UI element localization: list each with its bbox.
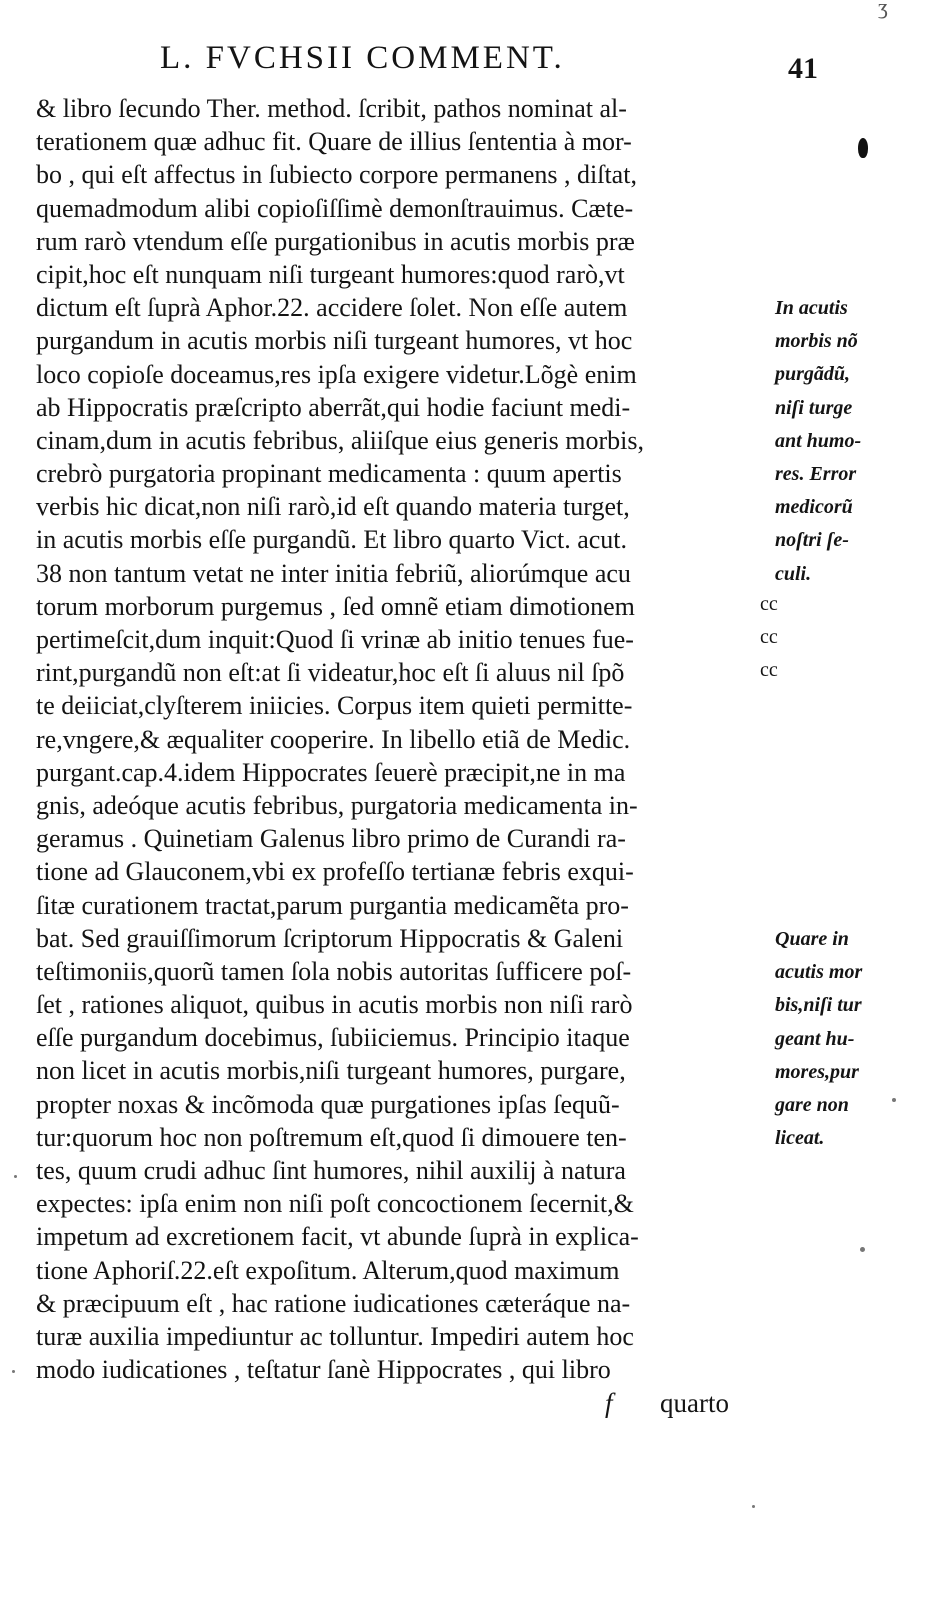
margin-note-line: medicorũ bbox=[775, 496, 853, 519]
text-line: verbis hic dicat,non niſi rarò,id eſt quando materia turget, bbox=[36, 492, 630, 522]
quotation-marks bbox=[760, 588, 800, 688]
corner-ink-mark: ʒ bbox=[878, 0, 888, 19]
text-line: pertimeſcit,dum inquit:Quod ſi vrinæ ab initio tenues fue- bbox=[36, 625, 634, 654]
text-line: rum rarò vtendum eſſe purgationibus in acutis morbis præ bbox=[36, 226, 635, 256]
text-line: tione ad Glauconem,vbi ex profeſſo tertianæ febris exqui- bbox=[36, 857, 634, 887]
text-line: in acutis morbis eſſe purgandũ. Et libro quarto Vict. acut. bbox=[36, 525, 628, 555]
text-line: ab Hippocratis præſcripto aberrãt,qui hodie faciunt medi- bbox=[36, 392, 631, 422]
margin-note-line: liceat. bbox=[775, 1127, 825, 1150]
signature-mark: f bbox=[605, 1388, 613, 1418]
text-line: dictum eſt ſuprà Aphor.22. accidere ſolet. Non eſſe autem bbox=[36, 293, 628, 323]
margin-note-line: In acutis bbox=[775, 297, 848, 319]
text-line: terationem quæ adhuc fit. Quare de illius ſententia à mor- bbox=[36, 127, 632, 157]
text-line: rint,purgandũ non eſt:at ſi videatur,hoc eſt ſi aluus nil ſpõ bbox=[36, 658, 625, 688]
text-line: & præcipuum eſt , hac ratione iudicationes cæteráque na- bbox=[36, 1288, 631, 1318]
margin-note-line: ant humo- bbox=[775, 429, 862, 452]
text-line: geramus . Quinetiam Galenus libro primo de Curandi ra- bbox=[36, 824, 626, 854]
margin-note-line: Quare in bbox=[775, 928, 849, 950]
text-line: teſtimoniis,quorũ tamen ſola nobis autoritas ſufficere poſ- bbox=[36, 956, 632, 986]
paper-speck bbox=[860, 1247, 865, 1252]
running-title: L. FVCHSII COMMENT. bbox=[160, 40, 565, 76]
body-text-block bbox=[36, 92, 766, 1386]
quote-mark: cc bbox=[760, 659, 778, 682]
text-line: torum morborum purgemus , ſed omnẽ etiam dimotionem bbox=[36, 591, 635, 621]
margin-note-line: bis,niſi tur bbox=[775, 994, 862, 1017]
paper-speck bbox=[14, 1175, 17, 1178]
paper-speck bbox=[892, 1098, 896, 1102]
quote-mark: cc bbox=[760, 593, 778, 615]
folio-number: 41 bbox=[788, 52, 818, 85]
margin-note-line: culi. bbox=[775, 562, 812, 585]
quote-mark: cc bbox=[760, 626, 778, 649]
text-line: purgandum in acutis morbis niſi turgeant humores, vt hoc bbox=[36, 326, 633, 356]
paper-speck bbox=[12, 1370, 15, 1373]
margin-note-line: mores,pur bbox=[775, 1060, 859, 1083]
text-line: quemadmodum alibi copioſiſſimè demonſtrauimus. Cæte- bbox=[36, 193, 634, 223]
text-line: eſſe purgandum docebimus, ſubiiciemus. Principio itaque bbox=[36, 1023, 630, 1053]
text-line: re,vngere,& æqualiter cooperire. In libello etiã de Medic. bbox=[36, 724, 631, 754]
text-line: loco copioſe doceamus,res ipſa exigere videtur.Lõgè enim bbox=[36, 359, 637, 389]
ink-blot bbox=[858, 138, 868, 158]
text-line: ſitæ curationem tractat,parum purgantia medicamẽta pro- bbox=[36, 890, 629, 920]
text-line: tes, quum crudi adhuc ſint humores, nihil auxilij à natura bbox=[36, 1156, 626, 1185]
catchword: quarto bbox=[660, 1388, 729, 1418]
text-line: gnis, adeóque acutis febribus, purgatoria medicamenta in- bbox=[36, 790, 638, 820]
text-line: purgant.cap.4.idem Hippocrates ſeuerè præcipit,ne in ma bbox=[36, 757, 626, 787]
margin-note-line: niſi turge bbox=[775, 396, 853, 419]
text-line: propter noxas & incõmoda quæ purgationes ipſas ſequũ- bbox=[36, 1089, 620, 1119]
text-line: ſet , rationes aliquot, quibus in acutis morbis non niſi rarò bbox=[36, 990, 633, 1020]
text-line: bat. Sed grauiſſimorum ſcriptorum Hippocratis & Galeni bbox=[36, 923, 624, 953]
text-line: impetum ad excretionem facit, vt abunde ſuprà in explica- bbox=[36, 1222, 639, 1252]
margin-note-line: acutis mor bbox=[775, 961, 863, 984]
text-line: bo , qui eſt affectus in ſubiecto corpore permanens , diſtat, bbox=[36, 160, 637, 190]
text-line: cinam,dum in acutis febribus, aliiſque eius generis morbis, bbox=[36, 425, 644, 455]
text-line: & libro ſecundo Ther. method. ſcribit, pathos nominat al- bbox=[36, 94, 627, 123]
text-line: crebrò purgatoria propinant medicamenta : quum apertis bbox=[36, 459, 622, 489]
text-line: expectes: ipſa enim non niſi poſt concoctionem ſecernit,& bbox=[36, 1189, 634, 1219]
margin-note-line: purgãdũ, bbox=[775, 363, 851, 386]
margin-note-line: geant hu- bbox=[775, 1027, 855, 1050]
margin-note-line: gare non bbox=[775, 1093, 849, 1116]
text-line: te deiiciat,clyſterem iniicies. Corpus item quieti permitte- bbox=[36, 691, 633, 721]
margin-note-line: noſtri ſe- bbox=[775, 529, 849, 552]
text-line: 38 non tantum vetat ne inter initia febriũ, aliorúmque acu bbox=[36, 558, 631, 588]
text-line: modo iudicationes , teſtatur ſanè Hippocrates , qui libro bbox=[36, 1355, 611, 1385]
margin-note-line: morbis nõ bbox=[775, 330, 858, 353]
paper-speck bbox=[752, 1505, 755, 1508]
text-line: non licet in acutis morbis,niſi turgeant humores, purgare, bbox=[36, 1056, 626, 1086]
text-line: tur:quorum hoc non poſtremum eſt,quod ſi dimouere ten- bbox=[36, 1122, 627, 1152]
margin-note-why-not-purge bbox=[775, 923, 915, 1155]
margin-note-line: res. Error bbox=[775, 462, 857, 485]
text-line: turæ auxilia impediuntur ac tolluntur. Impediri autem hoc bbox=[36, 1321, 634, 1351]
text-line: cipit,hoc eſt nunquam niſi turgeant humores:quod rarò,vt bbox=[36, 259, 625, 289]
text-line: tione Aphoriſ.22.eſt expoſitum. Alterum,quod maximum bbox=[36, 1255, 620, 1285]
margin-note-acute-purging bbox=[775, 292, 915, 591]
